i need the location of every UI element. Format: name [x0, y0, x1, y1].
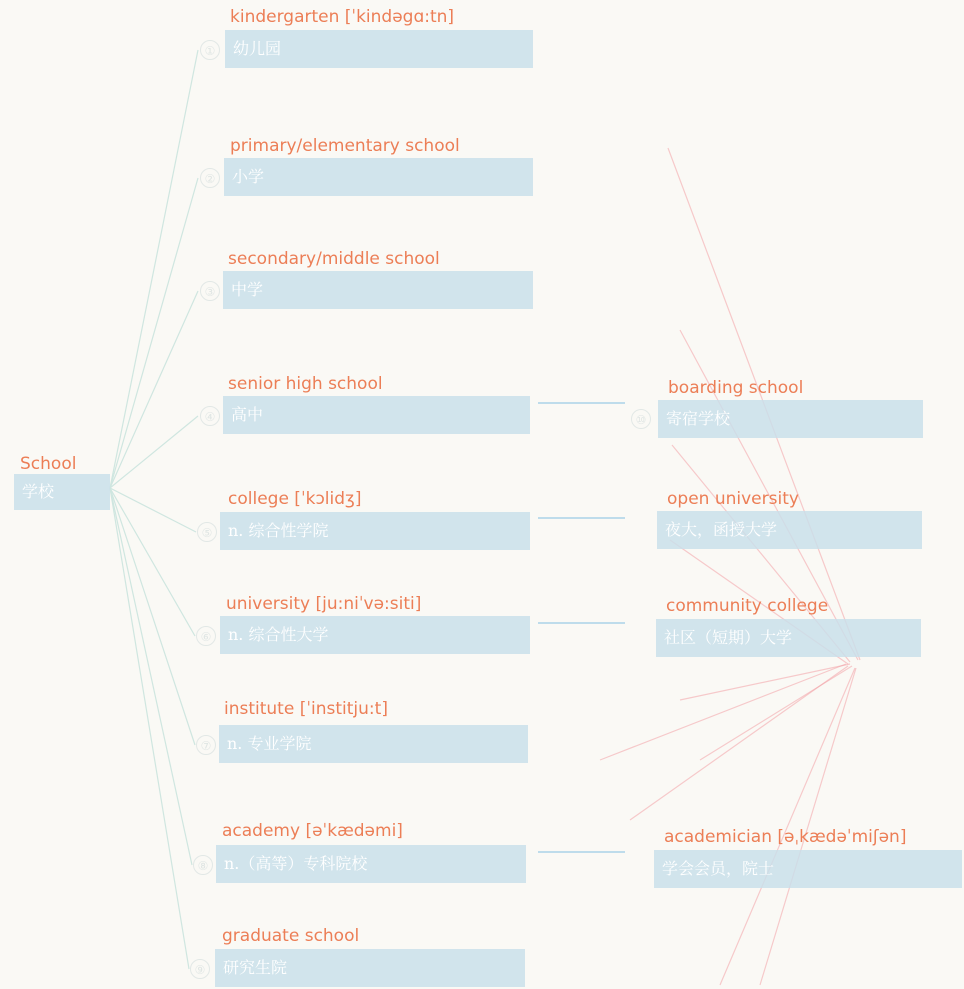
- item-number: ⑧: [193, 855, 213, 875]
- term-label: kindergarten [ˈkindəgɑ:tn]: [230, 7, 455, 27]
- meaning-box: n. 综合性大学: [220, 616, 530, 654]
- meaning-box: 研究生院: [215, 949, 525, 987]
- item-number: ⑦: [196, 735, 216, 755]
- meaning-box: n. 专业学院: [219, 725, 528, 763]
- term-label: senior high school: [228, 374, 383, 394]
- meaning-box: 幼儿园: [225, 30, 533, 68]
- branch-line: [110, 488, 189, 969]
- item-number: ⑨: [190, 959, 210, 979]
- term-label: university [ju:niˈvə:siti]: [226, 594, 422, 614]
- meaning-box: n.（高等）专科院校: [216, 845, 526, 883]
- meaning-box: 高中: [223, 396, 530, 434]
- meaning-box: 小学: [224, 158, 533, 196]
- branch-line: [110, 488, 192, 865]
- term-label: community college: [666, 596, 829, 616]
- branch-line: [110, 50, 198, 488]
- branch-line: [110, 291, 198, 488]
- meaning-box: 夜大，函授大学: [657, 511, 922, 549]
- decorative-ray: [630, 666, 848, 820]
- item-number: ②: [200, 168, 220, 188]
- meaning-box: 寄宿学校: [658, 400, 923, 438]
- root-meaning-box: 学校: [14, 474, 110, 510]
- item-number: ④: [200, 406, 220, 426]
- item-number: ③: [200, 281, 220, 301]
- item-number: ①: [200, 40, 220, 60]
- item-number: ⑥: [196, 626, 216, 646]
- term-label: primary/elementary school: [230, 136, 460, 156]
- branch-line: [110, 178, 198, 488]
- term-label: graduate school: [222, 926, 360, 946]
- meaning-box: n. 综合性学院: [220, 512, 530, 550]
- branch-line: [110, 416, 198, 488]
- root-term: School: [20, 454, 77, 474]
- term-label: open university: [667, 489, 799, 509]
- meaning-box: 学会会员，院士: [654, 850, 962, 888]
- item-number: ⑤: [197, 522, 217, 542]
- term-label: secondary/middle school: [228, 249, 440, 269]
- meaning-box: 社区（短期）大学: [656, 619, 921, 657]
- term-label: boarding school: [668, 378, 804, 398]
- branch-line: [110, 488, 195, 745]
- term-label: academy [əˈkædəmi]: [222, 821, 403, 841]
- meaning-box: 中学: [223, 271, 533, 309]
- term-label: academician [əˌkædəˈmiʃən]: [664, 827, 907, 847]
- item-number: ⑩: [631, 409, 651, 429]
- term-label: institute [ˈinstitju:t]: [224, 699, 388, 719]
- term-label: college [ˈkɔlidʒ]: [228, 489, 362, 509]
